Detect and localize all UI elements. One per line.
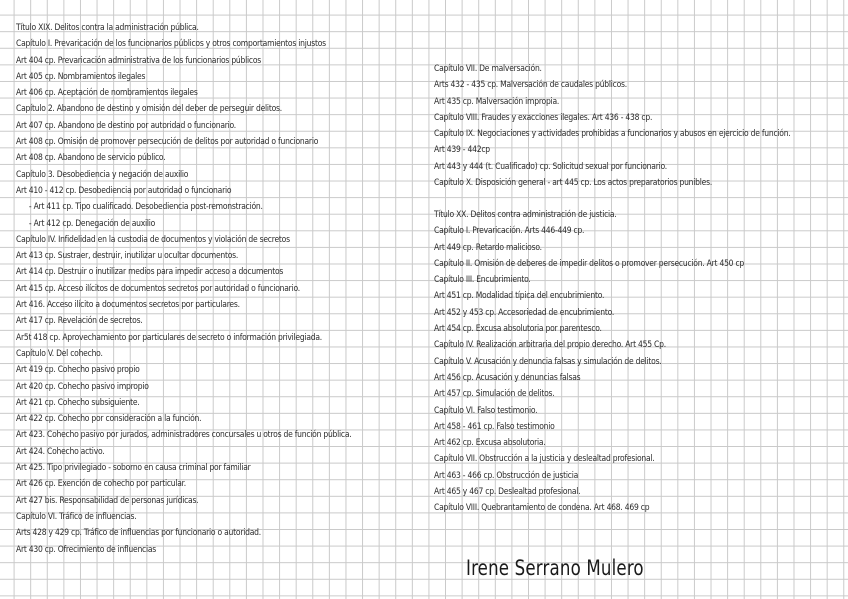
text-line: Arts 432 - 435 cp. Malversación de caudales públicos.	[434, 79, 627, 91]
text-line: Art 430 cp. Ofrecimiento de influencias	[16, 543, 157, 555]
text-line: Art 435 cp. Malversación impropia.	[434, 95, 560, 107]
text-line: Art 408 cp. Abandono de servicio público.	[16, 152, 166, 164]
text-line: Capítulo 3. Desobediencia y negación de auxilio	[16, 168, 189, 180]
text-line: Art 457 cp. Simulación de delitos.	[434, 388, 555, 400]
text-line: Art 407 cp. Abandono de destino por autoridad o funcionario.	[16, 119, 236, 131]
text-line: Capítulo V. Acusación y denuncia falsas y simulación de delitos.	[434, 355, 662, 367]
text-line: Art 413 cp. Sustraer, destruir, inutilizar u ocultar documentos.	[16, 250, 239, 262]
text-line: Art 443 y 444 (t. Cualificado) cp. Solicitud sexual por funcionario.	[434, 160, 667, 172]
text-line: Capítulo II. Omisión de deberes de impedir delitos o promover persecución. Art 450 cp	[434, 257, 745, 269]
author-signature: Irene Serrano Mulero	[466, 556, 644, 580]
text-line: Art 456 cp. Acusación y denuncias falsas	[434, 371, 581, 383]
text-line: Capítulo I. Prevaricación. Arts 446-449 cp.	[434, 225, 585, 237]
text-line: Capítulo 2. Abandono de destino y omisión del deber de perseguir delitos.	[16, 103, 282, 115]
text-line: Art 422 cp. Cohecho por consideración a la función.	[16, 413, 202, 425]
text-line: Ar5t 418 cp. Aprovechamiento por particulares de secreto o información privilegiada.	[16, 331, 322, 343]
text-line: Art 449 cp. Retardo malicioso.	[434, 241, 542, 253]
text-line: - Art 411 cp. Tipo cualificado. Desobediencia post-remonstración.	[28, 201, 263, 213]
text-line: Capítulo VI. Tráfico de influencias.	[16, 510, 137, 522]
text-line: Capítulo IV. Realización arbitraria del propio derecho. Art 455 Cp.	[434, 339, 666, 351]
text-line: Título XX. Delitos contra administración de justicia.	[434, 209, 617, 220]
text-line: Capítulo IV. Infidelidad en la custodia de documentos y violación de secretos	[16, 233, 290, 245]
text-line: Capítulo VII. De malversación.	[434, 63, 542, 74]
text-line: Art 427 bis. Responsabilidad de personas jurídicas.	[16, 494, 199, 506]
text-line: Art 417 cp. Revelación de secretos.	[16, 315, 143, 327]
text-line: Art 406 cp. Aceptación de nombramientos ilegales	[16, 87, 198, 99]
text-line: Art 463 - 466 cp. Obstrucción de justicia	[434, 469, 579, 481]
text-line: Arts 428 y 429 cp. Tráfico de influencias por funcionario o autoridad.	[16, 527, 261, 539]
text-line: Capítulo X. Disposición general - art 445 cp. Los actos preparatorios punibles.	[434, 177, 713, 189]
text-line: Art 426 cp. Exención de cohecho por particular.	[16, 478, 186, 490]
text-line: Art 414 cp. Destruir o inutilizar medios para impedir acceso a documentos	[16, 266, 284, 278]
text-line: Art 454 cp. Excusa absolutoria por parentesco.	[434, 323, 602, 335]
notes-column-left	[16, 20, 416, 558]
text-line: Art 458 - 461 cp. Falso testimonio	[434, 420, 555, 432]
text-line: Art 408 cp. Omisión de promover persecución de delitos por autoridad o funcionario	[16, 136, 319, 148]
text-line: Capítulo IX. Negociaciones y actividades prohibidas a funcionarios y abusos en ejercicio de función.	[434, 128, 791, 140]
text-line: Capítulo VIII. Fraudes y exacciones ilegales. Art 436 - 438 cp.	[434, 111, 653, 123]
text-line: Art 423. Cohecho pasivo por jurados, administradores concursales u otros de función pública.	[16, 429, 352, 441]
text-line: Art 410 - 412 cp. Desobediencia por autoridad o funcionario	[16, 184, 232, 196]
text-line: - Art 412 cp. Denegación de auxilio	[28, 217, 156, 229]
text-line: Capítulo VIII. Quebrantamiento de condena. Art 468. 469 cp	[434, 502, 650, 514]
text-line: Capítulo VII. Obstrucción a la justicia y deslealtad profesional.	[434, 453, 655, 465]
text-line: Art 416. Acceso ilícito a documentos secretos por particulares.	[16, 299, 240, 311]
text-line: Capítulo I. Prevaricación de los funcionarios públicos y otros comportamientos injustos	[16, 38, 326, 50]
text-line: Art 462 cp. Excusa absolutoria.	[434, 437, 546, 449]
text-line: Art 439 - 442cp	[434, 144, 490, 156]
text-line: Capítulo III. Encubrimiento.	[434, 274, 531, 286]
text-line: Art 405 cp. Nombramientos ilegales	[16, 70, 146, 82]
text-line: Art 424. Cohecho activo.	[16, 445, 105, 457]
text-line: Art 415 cp. Acceso ilícitos de documentos secretos por autoridad o funcionario.	[16, 282, 300, 294]
text-line: Art 419 cp. Cohecho pasivo propio	[16, 364, 140, 376]
text-line: Art 425. Tipo privilegiado - soborno en causa criminal por familiar	[16, 462, 251, 474]
text-line: Art 451 cp. Modalidad típica del encubrimiento.	[434, 290, 605, 302]
text-line: Título XIX. Delitos contra la administración pública.	[16, 22, 199, 33]
text-line: Art 420 cp. Cohecho pasivo impropio	[16, 380, 149, 392]
text-line: Capítulo V. Del cohecho.	[16, 347, 103, 359]
text-line: Art 421 cp. Cohecho subsiguiente.	[16, 396, 140, 408]
notes-column-right-top	[434, 61, 844, 191]
text-line: Art 404 cp. Prevaricación administrativa de los funcionarios públicos	[16, 54, 261, 66]
text-line: Art 465 y 467 cp. Deslealtad profesional.	[434, 486, 581, 498]
notes-column-right-bottom	[434, 207, 844, 517]
text-line: Art 452 y 453 cp. Accesoriedad de encubrimiento.	[434, 306, 615, 318]
text-line: Capítulo VI. Falso testimonio.	[434, 404, 538, 416]
